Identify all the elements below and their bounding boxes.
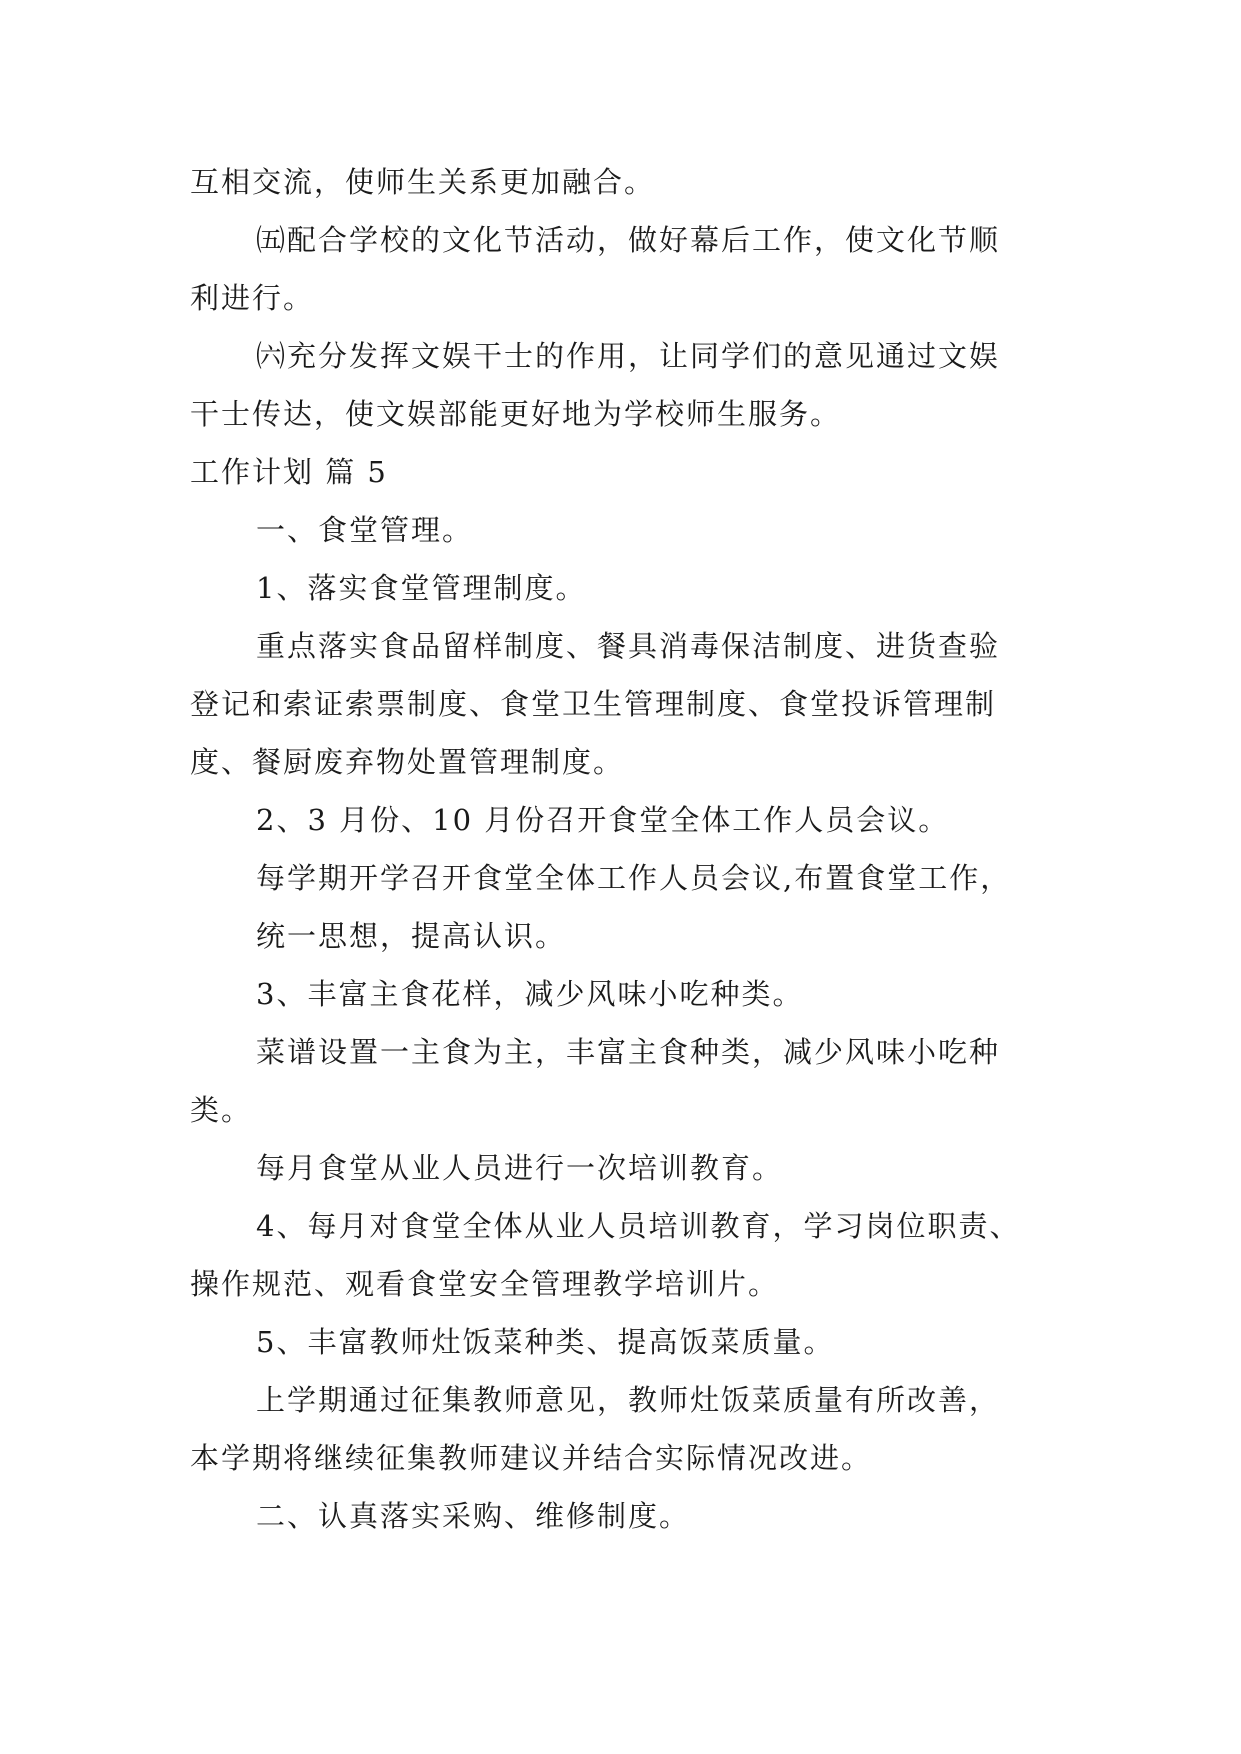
- section-heading: 工作计划 篇 5: [190, 455, 388, 489]
- paragraph-line: 二、认真落实采购、维修制度。: [256, 1499, 691, 1533]
- paragraph-line: 重点落实食品留样制度、餐具消毒保洁制度、进货查验: [256, 629, 1001, 663]
- paragraph-line: 统一思想，提高认识。: [256, 919, 567, 953]
- paragraph-line: 1、落实食堂管理制度。: [256, 571, 587, 605]
- paragraph-line: 类。: [190, 1093, 253, 1127]
- paragraph-line: 每月食堂从业人员进行一次培训教育。: [256, 1151, 784, 1185]
- paragraph-line: 4、每月对食堂全体从业人员培训教育，学习岗位职责、: [256, 1209, 1021, 1243]
- paragraph-line: 5、丰富教师灶饭菜种类、提高饭菜质量。: [256, 1325, 835, 1359]
- paragraph-line: 互相交流，使师生关系更加融合。: [190, 165, 656, 199]
- paragraph-line: ㈤配合学校的文化节活动，做好幕后工作，使文化节顺: [256, 223, 1001, 257]
- paragraph-line: 上学期通过征集教师意见，教师灶饭菜质量有所改善，: [256, 1383, 1001, 1417]
- paragraph-line: 度、餐厨废弃物处置管理制度。: [190, 745, 625, 779]
- paragraph-line: 2、3 月份、10 月份召开食堂全体工作人员会议。: [256, 803, 950, 837]
- paragraph-line: 一、食堂管理。: [256, 513, 474, 547]
- paragraph-line: 本学期将继续征集教师建议并结合实际情况改进。: [190, 1441, 873, 1475]
- paragraph-line: 操作规范、观看食堂安全管理教学培训片。: [190, 1267, 780, 1301]
- paragraph-line: 3、丰富主食花样，减少风味小吃种类。: [256, 977, 804, 1011]
- paragraph-line: 每学期开学召开食堂全体工作人员会议,布置食堂工作，: [256, 861, 1012, 895]
- paragraph-line: ㈥充分发挥文娱干士的作用，让同学们的意见通过文娱: [256, 339, 1001, 373]
- paragraph-line: 登记和索证索票制度、食堂卫生管理制度、食堂投诉管理制: [190, 687, 997, 721]
- paragraph-line: 利进行。: [190, 281, 315, 315]
- paragraph-line: 干士传达，使文娱部能更好地为学校师生服务。: [190, 397, 842, 431]
- paragraph-line: 菜谱设置一主食为主，丰富主食种类，减少风味小吃种: [256, 1035, 1001, 1069]
